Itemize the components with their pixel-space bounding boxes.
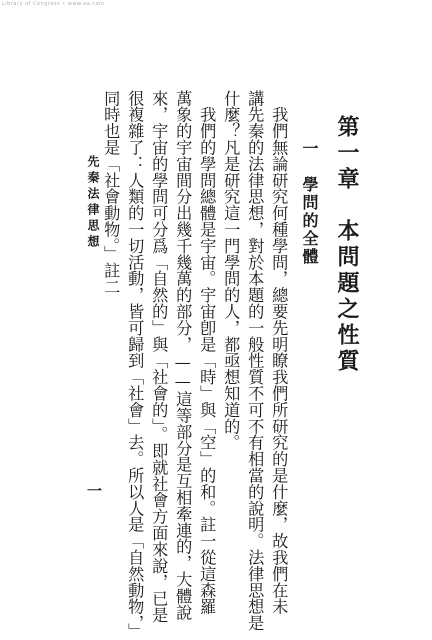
- chapter-title: 第一章 本問題之性質: [334, 115, 360, 375]
- body-line: 我們的學問總體是宇宙。宇宙卽是「時」與「空」的和。註一從這森羅: [197, 90, 217, 615]
- page-number: 一: [85, 483, 103, 498]
- body-line: 我們無論研究何種學問，總要先明瞭我們所研究的是什麼，故我們在未: [269, 90, 289, 615]
- body-line: 很複雜了：人類的一切活動，皆可歸到「社會」去。所以人是「自然動物，」: [125, 90, 145, 640]
- body-line: 講先秦的法律思想，對於本題的一般性質不可不有相當的說明。法律思想是: [245, 90, 265, 632]
- body-line: 什麼？凡是研究這一門學問的人，都亟想知道的。: [221, 90, 241, 451]
- section-title: 一 學問的全體: [300, 140, 319, 266]
- body-line: 同時也是「社會動物。」註二: [101, 90, 121, 296]
- body-line: 來，宇宙的學問可分爲「自然的」與「社會的」。即就社會方面來說，已是: [149, 90, 169, 624]
- library-watermark: Library of Congress • www.aa.com: [2, 1, 105, 7]
- running-header: 先秦法律思想: [86, 155, 100, 251]
- body-line: 萬象的宇宙間分出幾千幾萬的部分，——這等部分是互相牽連的，大體說: [173, 90, 193, 621]
